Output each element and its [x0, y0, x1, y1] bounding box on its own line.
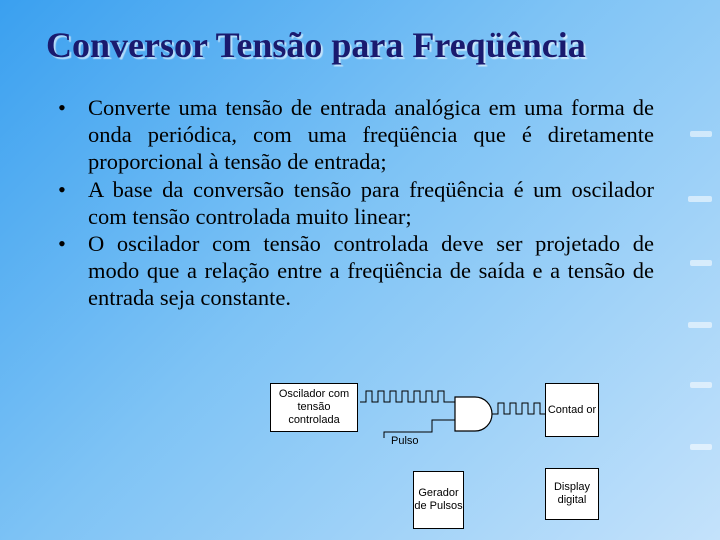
decor-dash — [690, 260, 712, 266]
display-label: Display digital — [553, 481, 591, 506]
bullet-dot-icon: • — [58, 95, 66, 120]
vco-box — [270, 383, 358, 432]
pulse-label: Pulso — [391, 435, 419, 447]
decor-dash — [688, 196, 712, 202]
and-gate-icon — [455, 397, 492, 431]
bullet-item — [58, 176, 654, 230]
vco-label: Oscilador com tensão controlada — [278, 388, 350, 426]
bullet-dot-icon: • — [58, 231, 66, 257]
decor-dash — [690, 444, 712, 450]
decor-dash — [690, 382, 712, 388]
bullet-text: O oscilador com tensão controlada deve ser projetado de modo que a relação entre a freqüência de saída e a tensão de entrada seja constante. — [88, 231, 654, 311]
bullet-dot-icon: • — [58, 176, 66, 202]
pulse-generator-box — [413, 471, 464, 529]
bullet-text: A base da conversão tensão para freqüência é um oscilador com tensão controlada muito linear; — [88, 176, 654, 229]
display-box — [545, 468, 599, 520]
bullet-item — [58, 230, 654, 312]
pulse-generator-label: Gerador de Pulsos — [414, 487, 463, 512]
bullet-item — [58, 94, 654, 176]
counter-box — [545, 383, 599, 437]
bullet-text: Converte uma tensão de entrada analógica em uma forma de onda periódica, com uma freqüência que é diretamente proporcional à tensão de entrada; — [88, 95, 654, 175]
decor-dash — [688, 322, 712, 328]
decor-dash — [690, 131, 712, 137]
bullet-list — [58, 94, 654, 312]
counter-label: Contad or — [547, 403, 597, 416]
gate-output-pulse-train — [492, 403, 545, 414]
slide-title: Conversor Tensão para Freqüência — [46, 25, 586, 65]
vco-pulse-train — [360, 391, 455, 402]
